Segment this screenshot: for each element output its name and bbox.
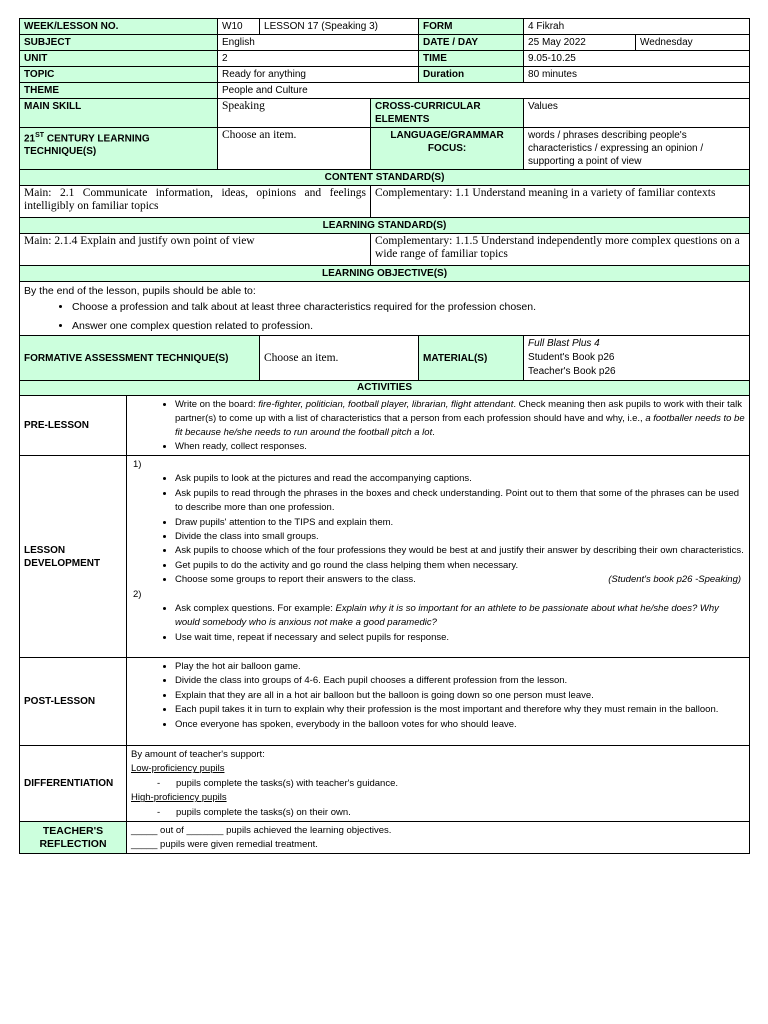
content-standard-main: Main: 2.1 Communicate information, ideas, opinions and feelings intelligibly on familiar topics bbox=[20, 186, 371, 218]
high-proficiency-item: - pupils complete the tasks(s) on their own. bbox=[157, 806, 351, 818]
learning-objectives-title: LEARNING OBJECTIVE(S) bbox=[20, 266, 750, 282]
activities-title: ACTIVITIES bbox=[20, 381, 750, 396]
materials-label: MATERIAL(S) bbox=[419, 336, 524, 381]
development-item: • Choose some groups to report their answers to the class. (Student's book p26 -Speaking) bbox=[175, 573, 745, 587]
topic-value: Ready for anything bbox=[218, 67, 419, 83]
post-lesson-item: • Once everyone has spoken, everybody in the balloon votes for who should leave. bbox=[175, 718, 745, 732]
duration-value: 80 minutes bbox=[524, 67, 750, 83]
subject-value: English bbox=[218, 35, 419, 51]
unit-value: 2 bbox=[218, 51, 419, 67]
differentiation-content bbox=[127, 746, 750, 822]
pre-lesson-item: • When ready, collect responses. bbox=[175, 440, 745, 454]
c21-label: 21ST CENTURY LEARNING TECHNIQUE(S) bbox=[20, 128, 218, 170]
learning-standard-complementary: Complementary: 1.1.5 Understand independently more complex questions on a wide range of familiar topics bbox=[371, 234, 750, 266]
lesson-plan bbox=[19, 18, 749, 854]
language-focus-value: words / phrases describing people's characteristics / expressing an opinion / supporting a point of view bbox=[524, 128, 750, 170]
development-item: • Use wait time, repeat if necessary and select pupils for response. bbox=[175, 631, 745, 645]
material-item: Full Blast Plus 4 bbox=[528, 338, 600, 349]
material-item: Teacher's Book p26 bbox=[528, 366, 616, 377]
topic-label: TOPIC bbox=[20, 67, 218, 83]
subject-label: SUBJECT bbox=[20, 35, 218, 51]
differentiation-intro: By amount of teacher's support: bbox=[131, 749, 265, 760]
learning-standard-main: Main: 2.1.4 Explain and justify own point of view bbox=[20, 234, 371, 266]
objective-item: • Answer one complex question related to profession. bbox=[72, 318, 745, 334]
theme-value: People and Culture bbox=[218, 83, 750, 99]
learning-objectives bbox=[20, 282, 750, 336]
language-focus-label: LANGUAGE/GRAMMAR FOCUS: bbox=[371, 128, 524, 170]
material-item: Student's Book p26 bbox=[528, 352, 615, 363]
pre-lesson-content bbox=[127, 396, 750, 456]
teacher-reflection-label: TEACHER'S REFLECTION bbox=[20, 822, 127, 854]
objectives-intro: By the end of the lesson, pupils should be able to: bbox=[24, 285, 256, 297]
pre-lesson-label: PRE-LESSON bbox=[20, 396, 127, 456]
assessment-label: FORMATIVE ASSESSMENT TECHNIQUE(S) bbox=[20, 336, 260, 381]
development-item: • Divide the class into small groups. bbox=[175, 530, 745, 544]
post-lesson-label: POST-LESSON bbox=[20, 658, 127, 746]
post-lesson-item: • Play the hot air balloon game. bbox=[175, 660, 745, 674]
content-standard-title: CONTENT STANDARD(S) bbox=[20, 170, 750, 186]
week-label: WEEK/LESSON NO. bbox=[20, 19, 218, 35]
reflection-line[interactable]: _____ pupils were given remedial treatment. bbox=[131, 839, 318, 851]
content-standard-complementary: Complementary: 1.1 Understand meaning in a variety of familiar contexts bbox=[371, 186, 750, 218]
step-number: 2) bbox=[133, 588, 142, 600]
duration-label: Duration bbox=[419, 67, 524, 83]
development-item: • Draw pupils' attention to the TIPS and explain them. bbox=[175, 516, 745, 530]
post-lesson-content bbox=[127, 658, 750, 746]
development-item: • Ask pupils to read through the phrases in the boxes and check understanding. Point out to them that some of the phrases can be used to describe more than one profession. bbox=[175, 487, 745, 516]
post-lesson-item: • Explain that they are all in a hot air balloon but the balloon is going down so one person must leave. bbox=[175, 689, 745, 703]
step-number: 1) bbox=[133, 459, 142, 470]
time-label: TIME bbox=[419, 51, 524, 67]
main-skill-value[interactable]: Speaking bbox=[218, 99, 371, 128]
pre-lesson-item: • Write on the board: fire-fighter, politician, football player, librarian, flight attendant. Check meaning then ask pupils to work with their talk partner(s) to come up with a list of characteristics that a person from each profession should have and why, i.e., a footballer needs to be fit because he/she needs to run around the football pitch a lot. bbox=[175, 398, 745, 440]
post-lesson-item: • Divide the class into groups of 4-6. Each pupil chooses a different profession from the lesson. bbox=[175, 674, 745, 688]
assessment-value[interactable]: Choose an item. bbox=[260, 336, 419, 381]
learning-standard-title: LEARNING STANDARD(S) bbox=[20, 218, 750, 234]
unit-label: UNIT bbox=[20, 51, 218, 67]
development-item: • Ask pupils to look at the pictures and read the accompanying captions. bbox=[175, 472, 745, 486]
form-value: 4 Fikrah bbox=[524, 19, 750, 35]
cce-value[interactable]: Values bbox=[524, 99, 750, 128]
high-proficiency-heading: High-proficiency pupils bbox=[131, 792, 227, 804]
day-value: Wednesday bbox=[636, 35, 750, 51]
lesson-development-content bbox=[127, 456, 750, 658]
date-label: DATE / DAY bbox=[419, 35, 524, 51]
week-value: W10 bbox=[218, 19, 260, 35]
low-proficiency-heading: Low-proficiency pupils bbox=[131, 763, 225, 775]
time-value: 9.05-10.25 bbox=[524, 51, 750, 67]
materials-list bbox=[524, 336, 750, 381]
differentiation-label: DIFFERENTIATION bbox=[20, 746, 127, 822]
lesson-plan-table bbox=[19, 18, 750, 854]
post-lesson-item: • Each pupil takes it in turn to explain why their profession is the most important and therefore why they must remain in the balloon. bbox=[175, 703, 745, 717]
development-item: • Ask pupils to choose which of the four professions they would be best at and justify their answer by describing their own characteristics. bbox=[175, 544, 745, 558]
book-reference: (Student's book p26 -Speaking) bbox=[608, 574, 742, 586]
c21-value[interactable]: Choose an item. bbox=[218, 128, 371, 170]
objective-item: • Choose a profession and talk about at least three characteristics required for the profession chosen. bbox=[72, 299, 745, 315]
development-item: • Get pupils to do the activity and go round the class helping them when necessary. bbox=[175, 559, 745, 573]
teacher-reflection-content bbox=[127, 822, 750, 854]
lesson-value: LESSON 17 (Speaking 3) bbox=[260, 19, 419, 35]
reflection-line[interactable]: _____ out of _______ pupils achieved the learning objectives. bbox=[131, 825, 392, 837]
form-label: FORM bbox=[419, 19, 524, 35]
development-item: • Ask complex questions. For example: Explain why it is so important for an athlete to be passionate about what he/she does? Why would somebody who is anxious not make a good paramedic? bbox=[175, 602, 745, 631]
low-proficiency-item: - pupils complete the tasks(s) with teacher's guidance. bbox=[157, 777, 399, 789]
lesson-development-label: LESSON DEVELOPMENT bbox=[20, 456, 127, 658]
cce-label: CROSS-CURRICULAR ELEMENTS bbox=[371, 99, 524, 128]
date-value: 25 May 2022 bbox=[524, 35, 636, 51]
main-skill-label: MAIN SKILL bbox=[20, 99, 218, 128]
theme-label: THEME bbox=[20, 83, 218, 99]
